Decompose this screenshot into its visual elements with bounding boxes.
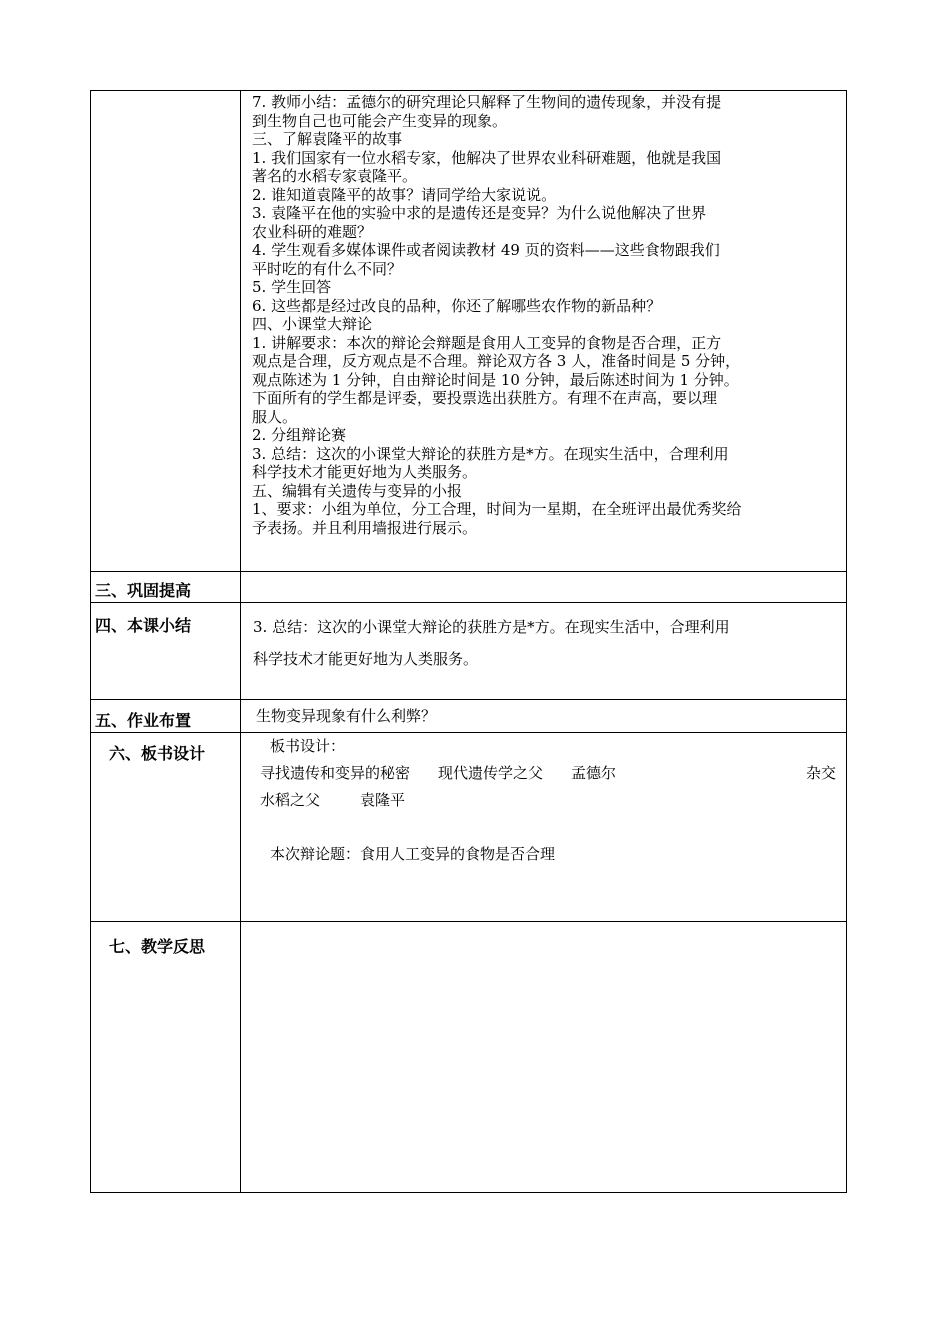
process-content — [242, 91, 846, 571]
process-line: 予表扬。并且利用墙报进行展示。 — [252, 518, 478, 537]
process-line: 科学技术才能更好地为人类服务。 — [252, 463, 478, 481]
board-text-father-genetics: 现代遗传学之父 — [438, 764, 544, 782]
board-design-label-cell — [91, 733, 241, 921]
board-text — [260, 733, 836, 868]
board-design-row — [91, 733, 846, 922]
process-line: 1. 我们国家有一位水稻专家，他解决了世界农业科研难题，他就是我国 — [252, 148, 722, 167]
process-line: 6. 这些都是经过改良的品种，你还了解哪些农作物的新品种？ — [252, 296, 662, 315]
board-text-hybrid: 杂交 — [805, 764, 836, 782]
consolidate-label-cell — [91, 572, 241, 602]
process-line: 服人。 — [252, 407, 298, 426]
process-line: 四、小课堂大辩论 — [252, 315, 373, 333]
reflection-row — [91, 922, 846, 1192]
board-design-label: 六、板书设计 — [109, 744, 206, 763]
reflection-label: 七、教学反思 — [109, 937, 206, 956]
process-line: 7. 教师小结：孟德尔的研究理论只解释了生物间的遗传现象，并没有提 — [252, 93, 722, 111]
process-line: 著名的水稻专家袁隆平。 — [252, 167, 418, 185]
board-line-1 — [260, 760, 836, 787]
consolidate-row — [91, 572, 846, 603]
process-line: 三、了解袁隆平的故事 — [252, 130, 403, 148]
homework-row — [91, 700, 846, 733]
homework-label-cell — [91, 700, 241, 732]
board-text-yuan-longping: 袁隆平 — [360, 791, 406, 809]
board-debate-topic: 本次辩论题：食用人工变异的食物是否合理 — [270, 845, 556, 863]
process-line: 平时吃的有什么不同？ — [252, 259, 403, 278]
process-label-cell — [91, 91, 241, 571]
board-text-rice-father: 水稻之父 — [260, 791, 321, 809]
process-line: 4. 学生观看多媒体课件或者阅读教材 49 页的资料——这些食物跟我们 — [252, 241, 720, 259]
reflection-label-cell — [91, 922, 241, 1192]
process-line: 1. 讲解要求：本次的辩论会辩题是食用人工变异的食物是否合理，正方 — [252, 333, 722, 352]
summary-content — [242, 603, 846, 699]
process-line: 3. 总结：这次的小课堂大辩论的获胜方是*方。在现实生活中，合理利用 — [252, 444, 729, 463]
summary-line: 3. 总结：这次的小课堂大辩论的获胜方是*方。在现实生活中，合理利用 — [253, 618, 730, 636]
process-line: 下面所有的学生都是评委，要投票选出获胜方。有理不在声高，要以理 — [252, 389, 718, 407]
summary-line: 科学技术才能更好地为人类服务。 — [253, 650, 479, 668]
process-line: 5. 学生回答 — [252, 278, 332, 296]
consolidate-content — [242, 572, 846, 602]
homework-content: 生物变异现象有什么利弊？ — [256, 707, 437, 725]
summary-label-cell — [91, 603, 241, 699]
process-row — [91, 91, 846, 572]
process-line: 到生物自己也可能会产生变异的现象。 — [252, 111, 508, 130]
summary-row — [91, 603, 846, 700]
process-line: 观点陈述为 1 分钟，自由辩论时间是 10 分钟，最后陈述时间为 1 分钟。 — [252, 370, 739, 389]
board-design-content — [242, 733, 846, 921]
process-line: 1、要求：小组为单位，分工合理，时间为一星期，在全班评出最优秀奖给 — [252, 500, 742, 518]
board-line-2 — [260, 787, 836, 814]
homework-label: 五、作业布置 — [95, 711, 192, 730]
lesson-plan-table — [90, 90, 847, 1193]
process-line: 2. 谁知道袁隆平的故事？请同学给大家说说。 — [252, 185, 557, 204]
process-line: 观点是合理，反方观点是不合理。辩论双方各 3 人，准备时间是 5 分钟， — [252, 352, 741, 370]
board-heading: 板书设计： — [270, 737, 346, 755]
process-line: 3. 袁隆平在他的实验中求的是遗传还是变异？为什么说他解决了世界 — [252, 204, 707, 222]
summary-label: 四、本课小结 — [95, 616, 192, 635]
consolidate-label: 三、巩固提高 — [95, 581, 192, 600]
reflection-content — [242, 922, 846, 1192]
board-text-mendel: 孟德尔 — [571, 764, 617, 782]
process-line: 农业科研的难题？ — [252, 222, 373, 241]
process-line: 2. 分组辩论赛 — [252, 426, 347, 444]
process-line: 五、编辑有关遗传与变异的小报 — [252, 481, 463, 500]
board-text-secret: 寻找遗传和变异的秘密 — [260, 764, 411, 782]
